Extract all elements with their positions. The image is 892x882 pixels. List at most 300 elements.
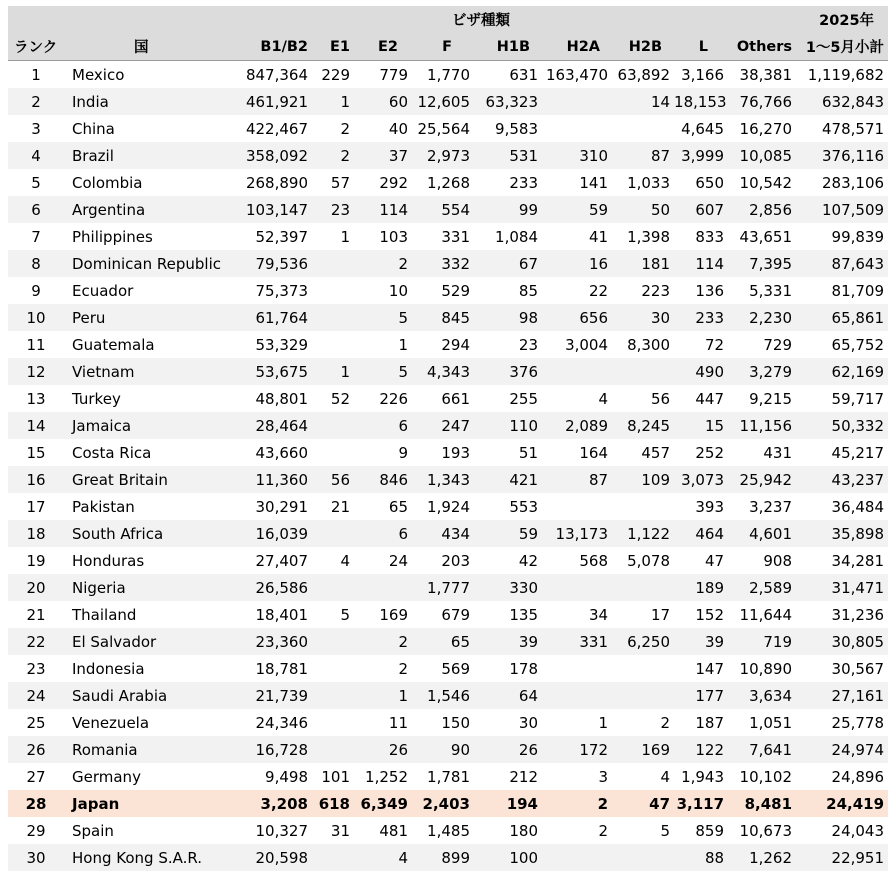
visa-count-cell: 28,464 [238, 412, 312, 439]
country-cell: Brazil [64, 142, 238, 169]
table-row [8, 358, 888, 385]
visa-count-cell [542, 88, 612, 115]
country-cell: Guatemala [72, 335, 155, 354]
country-cell: Philippines [72, 227, 153, 246]
visa-header-l: L [674, 33, 728, 61]
visa-count-cell [312, 628, 354, 655]
rank-cell: 1 [31, 65, 41, 84]
table-row [8, 439, 888, 466]
rank-cell: 12 [8, 358, 64, 385]
visa-count-cell: 26,586 [238, 574, 312, 601]
header-row-columns [8, 33, 888, 61]
visa-header-e2: E2 [354, 33, 412, 61]
visa-count-cell: 53,675 [238, 358, 312, 385]
visa-count-cell: 67 [474, 250, 542, 277]
header-blank [612, 6, 674, 33]
visa-count-cell: 247 [412, 412, 474, 439]
visa-count-cell: 122 [674, 736, 728, 763]
visa-count-cell: 13,173 [542, 520, 612, 547]
visa-count-cell: 16,270 [739, 119, 793, 138]
visa-count-cell: 3,073 [674, 466, 728, 493]
rank-cell: 9 [31, 281, 41, 300]
visa-count-cell: 859 [695, 821, 725, 840]
visa-count-cell: 38,381 [739, 65, 793, 84]
visa-count-cell: 23 [312, 196, 354, 223]
visa-count-cell: 5 [660, 821, 671, 840]
header-blank [728, 6, 796, 33]
rank-cell: 19 [26, 551, 46, 570]
visa-count-cell [542, 655, 612, 682]
table-row [8, 493, 888, 520]
visa-count-cell: 226 [379, 389, 408, 408]
table-row [8, 628, 888, 655]
visa-count-cell: 88 [674, 844, 728, 871]
visa-count-cell: 75,373 [255, 281, 308, 300]
visa-count-cell: 3,004 [565, 335, 609, 354]
country-cell: Mexico [72, 65, 125, 84]
visa-count-cell: 421 [474, 466, 542, 493]
visa-count-cell [612, 115, 674, 142]
table-row [8, 790, 888, 817]
country-cell: Colombia [72, 173, 143, 192]
visa-count-cell: 172 [542, 736, 612, 763]
subtotal-cell: 24,896 [831, 767, 885, 786]
visa-count-cell: 103,147 [238, 196, 312, 223]
table-row [8, 412, 888, 439]
visa-count-cell: 11,360 [238, 466, 312, 493]
visa-count-cell: 229 [321, 65, 350, 84]
visa-count-cell: 464 [674, 520, 728, 547]
visa-count-cell: 37 [354, 142, 412, 169]
subtotal-cell: 35,898 [796, 520, 888, 547]
visa-count-cell: 5 [340, 605, 350, 624]
visa-count-cell: 141 [579, 173, 609, 192]
rank-cell: 30 [8, 844, 64, 871]
visa-count-cell [312, 412, 354, 439]
visa-count-cell: 908 [763, 551, 793, 570]
visa-count-cell: 15 [674, 412, 728, 439]
visa-count-cell: 63,323 [474, 88, 542, 115]
visa-count-cell [542, 682, 612, 709]
rank-cell: 27 [26, 767, 46, 786]
country-cell: Venezuela [72, 713, 150, 732]
visa-count-cell: 12,605 [412, 88, 474, 115]
visa-count-cell: 4 [354, 844, 412, 871]
visa-count-cell [312, 439, 354, 466]
visa-count-cell: 177 [674, 682, 728, 709]
visa-count-cell: 4 [598, 389, 609, 408]
visa-count-cell: 1,943 [681, 767, 725, 786]
table-row [8, 61, 888, 89]
visa-count-cell: 3,166 [681, 65, 725, 84]
visa-count-cell: 18,401 [255, 605, 308, 624]
visa-count-cell: 26 [474, 736, 542, 763]
subtotal-cell: 376,116 [796, 142, 888, 169]
visa-count-cell: 2 [312, 142, 354, 169]
visa-count-cell: 7,641 [728, 736, 796, 763]
visa-count-cell: 109 [612, 466, 674, 493]
visa-count-cell: 2,973 [412, 142, 474, 169]
visa-count-cell: 1,924 [427, 497, 470, 516]
visa-count-cell: 42 [518, 551, 538, 570]
visa-count-cell: 34 [588, 605, 609, 624]
subtotal-cell: 283,106 [822, 173, 885, 192]
visa-count-cell: 41 [588, 227, 609, 246]
visa-count-cell: 103 [379, 227, 408, 246]
country-cell: South Africa [64, 520, 238, 547]
visa-count-cell: 1 [354, 682, 412, 709]
visa-count-cell: 10,085 [728, 142, 796, 169]
rank-cell: 2 [8, 88, 64, 115]
rank-cell: 8 [8, 250, 64, 277]
visa-count-cell: 18,153 [674, 88, 728, 115]
subtotal-cell: 31,236 [831, 605, 885, 624]
visa-count-cell: 1,262 [728, 844, 796, 871]
visa-header-h2a: H2A [542, 33, 612, 61]
rank-cell: 14 [8, 412, 64, 439]
visa-count-cell: 23 [518, 335, 538, 354]
visa-count-cell [312, 520, 354, 547]
subtotal-cell: 45,217 [831, 443, 885, 462]
visa-header-h1b: H1B [474, 33, 542, 61]
visa-count-cell: 2 [598, 821, 609, 840]
visa-count-cell: 135 [509, 605, 538, 624]
rank-cell: 17 [26, 497, 46, 516]
visa-count-cell: 376 [474, 358, 542, 385]
visa-count-cell: 332 [412, 250, 474, 277]
table-row [8, 547, 888, 574]
visa-count-cell: 3,279 [728, 358, 796, 385]
subtotal-cell: 87,643 [796, 250, 888, 277]
visa-count-cell: 4,343 [412, 358, 474, 385]
visa-count-cell: 5,078 [627, 551, 671, 570]
visa-count-cell: 60 [354, 88, 412, 115]
country-cell: Argentina [64, 196, 238, 223]
visa-count-cell: 53,329 [255, 335, 308, 354]
rank-cell: 11 [26, 335, 46, 354]
visa-count-cell: 18,781 [255, 659, 308, 678]
country-cell: Honduras [72, 551, 145, 570]
visa-count-cell: 268,890 [245, 173, 308, 192]
visa-count-cell: 10,890 [739, 659, 793, 678]
visa-count-cell: 1,033 [627, 173, 671, 192]
table-row [8, 115, 888, 142]
visa-count-cell: 3,208 [238, 790, 312, 817]
rank-cell: 6 [8, 196, 64, 223]
visa-count-cell: 847,364 [245, 65, 308, 84]
visa-count-cell: 331 [542, 628, 612, 655]
header-blank [354, 6, 412, 33]
visa-count-cell: 845 [412, 304, 474, 331]
visa-count-cell: 16,728 [238, 736, 312, 763]
visa-count-cell: 9,583 [495, 119, 538, 138]
visa-count-cell: 2,089 [542, 412, 612, 439]
year-label: 2025年 [796, 6, 888, 33]
visa-count-cell [312, 304, 354, 331]
visa-header-b1b2: B1/B2 [238, 33, 312, 61]
visa-count-cell: 178 [509, 659, 538, 678]
country-cell: Costa Rica [72, 443, 152, 462]
visa-count-cell: 90 [412, 736, 474, 763]
visa-count-cell: 181 [612, 250, 674, 277]
visa-header-h2b: H2B [612, 33, 674, 61]
visa-count-cell: 152 [695, 605, 725, 624]
visa-count-cell: 1 [340, 227, 350, 246]
table-row [8, 817, 888, 844]
rank-cell: 21 [26, 605, 46, 624]
rank-cell: 3 [31, 119, 41, 138]
table-row [8, 196, 888, 223]
rank-cell: 29 [26, 821, 46, 840]
visa-count-cell [312, 736, 354, 763]
rank-cell: 5 [31, 173, 41, 192]
visa-count-cell [612, 574, 674, 601]
table-row [8, 655, 888, 682]
visa-count-cell: 618 [312, 790, 354, 817]
visa-count-cell: 568 [579, 551, 609, 570]
visa-header-e1: E1 [312, 33, 354, 61]
visa-count-cell: 481 [379, 821, 408, 840]
visa-count-cell: 10,542 [739, 173, 793, 192]
visa-count-cell: 431 [763, 443, 793, 462]
subtotal-cell: 107,509 [796, 196, 888, 223]
table-row [8, 331, 888, 358]
visa-count-cell: 9,498 [265, 767, 308, 786]
visa-count-cell: 554 [412, 196, 474, 223]
visa-count-cell: 1,777 [412, 574, 474, 601]
visa-count-cell: 57 [330, 173, 350, 192]
visa-count-cell: 99 [474, 196, 542, 223]
visa-count-cell: 2 [542, 790, 612, 817]
visa-count-cell: 3 [598, 767, 609, 786]
subtotal-cell: 99,839 [831, 227, 885, 246]
rank-cell: 25 [26, 713, 46, 732]
visa-count-cell [612, 844, 674, 871]
visa-count-cell: 2 [354, 628, 412, 655]
visa-count-cell: 52 [330, 389, 350, 408]
header-blank [312, 6, 354, 33]
rank-cell: 7 [31, 227, 41, 246]
visa-count-cell: 656 [542, 304, 612, 331]
country-cell: Spain [72, 821, 114, 840]
visa-count-cell: 1,485 [427, 821, 470, 840]
visa-count-cell: 1 [312, 358, 354, 385]
subtotal-cell: 34,281 [831, 551, 885, 570]
visa-count-cell: 150 [441, 713, 470, 732]
visa-count-cell: 110 [474, 412, 542, 439]
visa-count-cell [312, 709, 354, 736]
visa-count-cell: 1,122 [612, 520, 674, 547]
visa-count-cell: 64 [474, 682, 542, 709]
visa-count-cell: 10,327 [255, 821, 308, 840]
visa-count-cell [612, 682, 674, 709]
visa-count-cell: 98 [474, 304, 542, 331]
visa-count-cell: 10,673 [739, 821, 793, 840]
visa-count-cell: 1 [312, 88, 354, 115]
subtotal-cell: 30,567 [831, 659, 885, 678]
visa-count-cell: 85 [518, 281, 538, 300]
country-cell: China [72, 119, 115, 138]
visa-count-cell: 212 [509, 767, 538, 786]
visa-count-cell: 422,467 [245, 119, 308, 138]
visa-count-cell: 79,536 [238, 250, 312, 277]
visa-count-cell: 9,215 [749, 389, 793, 408]
visa-count-cell: 233 [509, 173, 538, 192]
visa-count-cell: 6 [354, 520, 412, 547]
visa-count-cell: 10,102 [739, 767, 793, 786]
visa-count-cell: 1 [598, 713, 609, 732]
table-row [8, 304, 888, 331]
visa-count-cell: 899 [412, 844, 474, 871]
visa-count-cell: 729 [763, 335, 793, 354]
visa-count-cell: 76,766 [728, 88, 796, 115]
visa-count-cell: 180 [509, 821, 538, 840]
visa-count-cell: 65 [388, 497, 408, 516]
visa-count-cell [542, 844, 612, 871]
visa-count-cell: 331 [441, 227, 470, 246]
visa-count-cell: 193 [441, 443, 470, 462]
table-row [8, 763, 888, 790]
visa-header-f: F [412, 33, 474, 61]
visa-count-cell: 5 [354, 304, 412, 331]
subtotal-cell: 31,471 [796, 574, 888, 601]
rank-cell: 20 [8, 574, 64, 601]
country-cell: Thailand [72, 605, 137, 624]
country-cell: Dominican Republic [64, 250, 238, 277]
visa-count-cell [312, 574, 354, 601]
visa-count-cell: 490 [674, 358, 728, 385]
visa-count-cell: 24,346 [255, 713, 308, 732]
country-cell: Great Britain [64, 466, 238, 493]
country-cell: Turkey [72, 389, 121, 408]
visa-count-cell: 1 [398, 335, 408, 354]
subtotal-cell: 478,571 [822, 119, 885, 138]
visa-header-others: Others [728, 33, 796, 61]
subtotal-cell: 65,861 [796, 304, 888, 331]
visa-count-cell: 30 [518, 713, 538, 732]
rank-header: ランク [8, 33, 64, 61]
subtotal-cell: 43,237 [796, 466, 888, 493]
subtotal-cell: 59,717 [831, 389, 885, 408]
visa-count-cell: 48,801 [255, 389, 308, 408]
visa-count-cell: 14 [612, 88, 674, 115]
table-row [8, 520, 888, 547]
visa-count-cell: 87 [612, 142, 674, 169]
visa-count-cell: 393 [695, 497, 725, 516]
visa-count-cell: 2,856 [728, 196, 796, 223]
visa-count-cell [312, 844, 354, 871]
header-row-group [8, 6, 888, 33]
header-blank [8, 6, 64, 33]
visa-count-cell: 553 [509, 497, 538, 516]
visa-count-cell: 24 [388, 551, 408, 570]
table-row [8, 142, 888, 169]
visa-count-cell: 4 [340, 551, 350, 570]
visa-count-cell: 23,360 [238, 628, 312, 655]
subtotal-cell: 62,169 [796, 358, 888, 385]
visa-count-cell: 679 [441, 605, 470, 624]
rank-cell: 26 [8, 736, 64, 763]
visa-count-cell: 56 [312, 466, 354, 493]
visa-count-cell: 187 [695, 713, 725, 732]
visa-count-cell: 531 [474, 142, 542, 169]
visa-count-cell [312, 655, 354, 682]
visa-count-cell [612, 358, 674, 385]
visa-count-cell: 569 [441, 659, 470, 678]
visa-count-cell: 461,921 [238, 88, 312, 115]
visa-count-cell: 114 [674, 250, 728, 277]
visa-count-cell: 43,651 [739, 227, 793, 246]
subtotal-cell: 50,332 [796, 412, 888, 439]
visa-count-cell: 59 [542, 196, 612, 223]
country-cell: Germany [72, 767, 141, 786]
visa-count-cell: 2 [340, 119, 350, 138]
visa-count-cell [542, 115, 612, 142]
visa-count-cell: 50 [612, 196, 674, 223]
table-row [8, 844, 888, 871]
visa-count-cell: 330 [474, 574, 542, 601]
visa-count-cell: 147 [695, 659, 725, 678]
rank-cell: 18 [8, 520, 64, 547]
country-cell: Pakistan [72, 497, 135, 516]
visa-count-cell: 39 [474, 628, 542, 655]
visa-count-cell: 21 [330, 497, 350, 516]
country-cell: India [64, 88, 238, 115]
visa-count-cell: 87 [542, 466, 612, 493]
visa-count-cell: 292 [379, 173, 408, 192]
table-row [8, 169, 888, 196]
visa-count-cell: 11,644 [739, 605, 793, 624]
visa-count-cell: 22 [588, 281, 609, 300]
visa-count-cell [312, 277, 354, 304]
table-row [8, 223, 888, 250]
visa-count-cell: 164 [579, 443, 609, 462]
visa-count-cell: 30 [612, 304, 674, 331]
visa-count-cell [542, 358, 612, 385]
visa-count-cell [312, 331, 354, 358]
visa-count-cell: 25,564 [417, 119, 470, 138]
visa-count-cell: 233 [674, 304, 728, 331]
visa-count-cell: 2,403 [412, 790, 474, 817]
table-row [8, 736, 888, 763]
table-row [8, 277, 888, 304]
subtotal-cell: 27,161 [796, 682, 888, 709]
visa-count-cell: 39 [674, 628, 728, 655]
visa-count-cell [612, 655, 674, 682]
subtotal-cell: 30,805 [796, 628, 888, 655]
visa-count-cell: 10 [388, 281, 408, 300]
visa-count-cell: 779 [379, 65, 408, 84]
header-blank [64, 6, 238, 33]
rank-cell: 10 [8, 304, 64, 331]
country-cell: Saudi Arabia [64, 682, 238, 709]
rank-cell: 28 [8, 790, 64, 817]
visa-count-cell: 833 [695, 227, 725, 246]
visa-count-cell: 43,660 [255, 443, 308, 462]
visa-count-cell: 30,291 [255, 497, 308, 516]
country-cell: Peru [64, 304, 238, 331]
visa-count-cell: 1,781 [427, 767, 470, 786]
visa-count-cell: 1,546 [412, 682, 474, 709]
country-cell: Ecuador [72, 281, 134, 300]
table-row [8, 709, 888, 736]
visa-count-cell: 2,589 [728, 574, 796, 601]
visa-count-cell: 607 [674, 196, 728, 223]
visa-count-cell: 846 [354, 466, 412, 493]
rank-cell: 15 [26, 443, 46, 462]
visa-count-cell: 169 [612, 736, 674, 763]
visa-count-cell: 358,092 [238, 142, 312, 169]
